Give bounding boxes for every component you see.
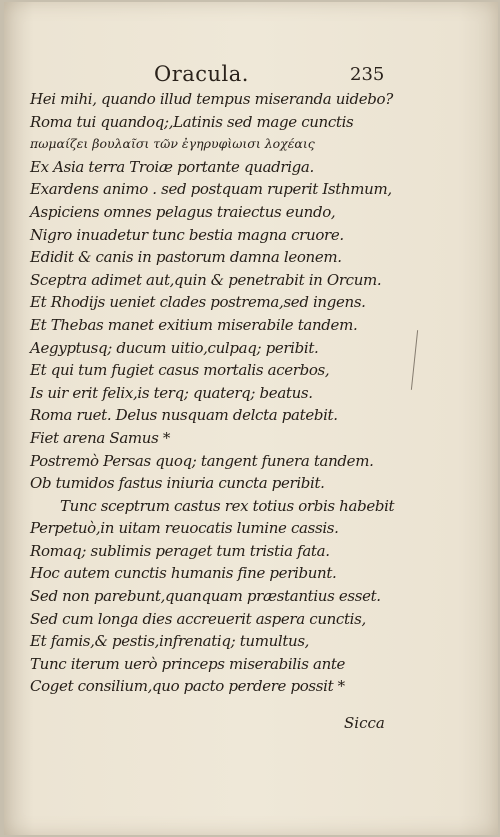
verse-line: Nigro inuadetur tunc bestia magna cruore. <box>30 225 344 244</box>
book-page <box>4 2 498 835</box>
verse-line: Is uir erit felix,is terq; quaterq; beatus. <box>30 383 313 402</box>
verse-line: Ex Asia terra Troiæ portante quadriga. <box>30 157 314 176</box>
marginal-pen-mark <box>411 330 418 390</box>
verse-line: Tunc iterum uerò princeps miserabilis ante <box>30 654 346 673</box>
catchword: Sicca <box>344 714 385 732</box>
verse-line: Et Rhodijs ueniet clades postrema,sed ingens. <box>30 293 366 312</box>
verse-line: Et Thebas manet exitium miserabile tandem. <box>30 315 358 334</box>
page-number: 235 <box>350 64 385 85</box>
verse-line: Hoc autem cunctis humanis fine peribunt. <box>30 564 337 583</box>
verse-line: Tunc sceptrum castus rex totius orbis habebit <box>60 496 395 515</box>
verse-line: Exardens animo . sed postquam ruperit Isthmum, <box>30 180 392 199</box>
verse-line: Et qui tum fugiet casus mortalis acerbos, <box>30 361 330 380</box>
verse-line: Aegyptusq; ducum uitio,culpaq; peribit. <box>30 338 319 357</box>
verse-line: Fiet arena Samus * <box>30 428 171 447</box>
verse-line: Postremò Persas quoq; tangent funera tandem. <box>30 451 374 470</box>
verse-line: Roma tui quandoq;,Latinis sed mage cunctis <box>30 112 354 131</box>
verse-line: Edidit & canis in pastorum damna leonem. <box>30 248 342 267</box>
verse-line: Ob tumidos fastus iniuria cuncta peribit. <box>30 474 325 493</box>
verse-line: Hei mihi, quando illud tempus miseranda uidebo? <box>30 90 393 108</box>
verse-line: Sceptra adimet aut,quin & penetrabit in Orcum. <box>30 270 382 289</box>
running-title: Oracula. <box>154 62 249 86</box>
verse-line: Sed cum longa dies accreuerit aspera cunctis, <box>30 609 366 628</box>
verse-line: Perpetuò,in uitam reuocatis lumine cassis. <box>30 519 339 538</box>
verse-line: Et famis,& pestis,infrenatiq; tumultus, <box>30 632 310 651</box>
verse-line: Coget consilium,quo pacto perdere possit * <box>30 677 345 696</box>
verse-text <box>30 88 395 698</box>
verse-line: Sed non parebunt,quanquam præstantius esset. <box>30 587 381 606</box>
verse-line: Roma ruet. Delus nusquam delcta patebit. <box>30 406 338 425</box>
verse-line: Aspiciens omnes pelagus traiectus eundo, <box>30 202 336 221</box>
greek-verse-line: πωμαίζει βουλαῖσι τῶν ἐγηρυφὶωισι λοχέαις <box>30 136 315 152</box>
verse-line: Romaq; sublimis peraget tum tristia fata. <box>30 541 330 560</box>
